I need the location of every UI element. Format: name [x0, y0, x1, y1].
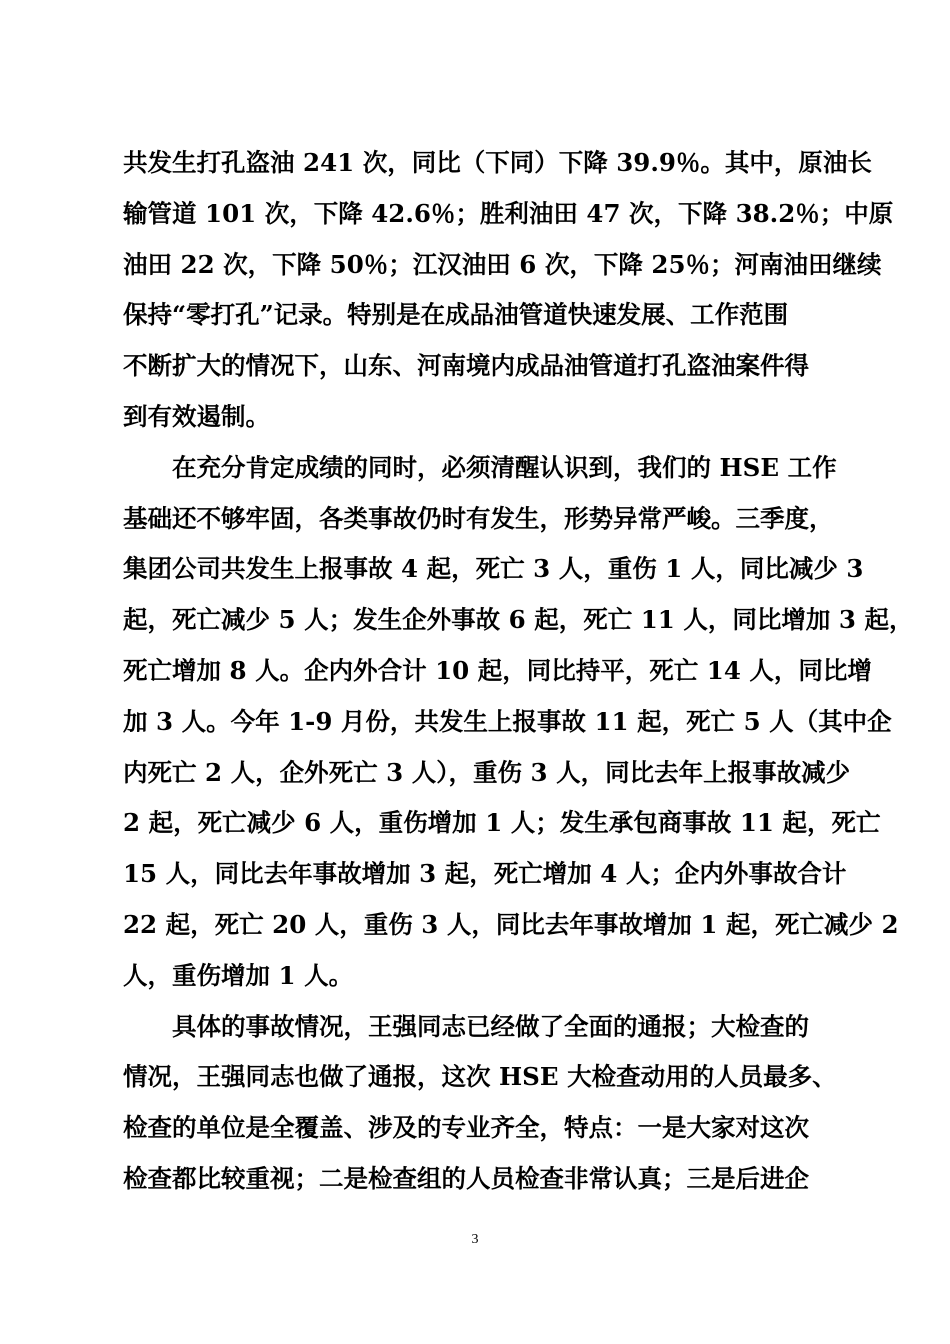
text-line: 情况，王强同志也做了通报，这次 HSE 大检查动用的人员最多、 — [123, 1062, 837, 1092]
text-line: 内死亡 2 人，企外死亡 3 人），重伤 3 人，同比去年上报事故减少 — [123, 757, 851, 787]
text-line: 2 起，死亡减少 6 人，重伤增加 1 人；发生承包商事故 11 起，死亡 — [123, 808, 881, 838]
page-number: 3 — [471, 1232, 479, 1247]
text-line: 共发生打孔盗油 241 次，同比（下同）下降 39.9％。其中，原油长 — [123, 148, 872, 177]
text-line: 到有效遏制。 — [123, 401, 270, 431]
text-line: 具体的事故情况，王强同志已经做了全面的通报；大检查的 — [172, 1011, 809, 1041]
text-line: 输管道 101 次，下降 42.6％；胜利油田 47 次，下降 38.2％；中原 — [123, 198, 894, 228]
text-line: 检查都比较重视；二是检查组的人员检查非常认真；三是后进企 — [123, 1163, 809, 1193]
text-line: 起，死亡减少 5 人；发生企外事故 6 起，死亡 11 人，同比增加 3 起， — [123, 605, 914, 635]
text-line: 检查的单位是全覆盖、涉及的专业齐全，特点：一是大家对这次 — [123, 1113, 809, 1143]
body-text — [123, 138, 914, 1205]
text-line: 死亡增加 8 人。企内外合计 10 起，同比持平，死亡 14 人，同比增 — [123, 655, 872, 685]
text-line: 不断扩大的情况下，山东、河南境内成品油管道打孔盗油案件得 — [123, 351, 809, 381]
text-line: 油田 22 次，下降 50％；江汉油田 6 次，下降 25％；河南油田继续 — [123, 249, 882, 279]
text-line: 集团公司共发生上报事故 4 起，死亡 3 人，重伤 1 人，同比减少 3 — [123, 554, 864, 584]
text-line: 22 起，死亡 20 人，重伤 3 人，同比去年事故增加 1 起，死亡减少 2 — [123, 909, 899, 939]
text-line: 在充分肯定成绩的同时，必须清醒认识到，我们的 HSE 工作 — [172, 452, 837, 482]
text-line: 保持“零打孔”记录。特别是在成品油管道快速发展、工作范围 — [123, 300, 789, 330]
text-line: 15 人，同比去年事故增加 3 起，死亡增加 4 人；企内外事故合计 — [123, 859, 847, 889]
text-line: 基础还不够牢固，各类事故仍时有发生，形势异常严峻。三季度， — [123, 503, 834, 533]
text-line: 人，重伤增加 1 人。 — [123, 960, 354, 990]
text-line: 加 3 人。今年 1-9 月份，共发生上报事故 11 起，死亡 5 人（其中企 — [123, 706, 892, 736]
